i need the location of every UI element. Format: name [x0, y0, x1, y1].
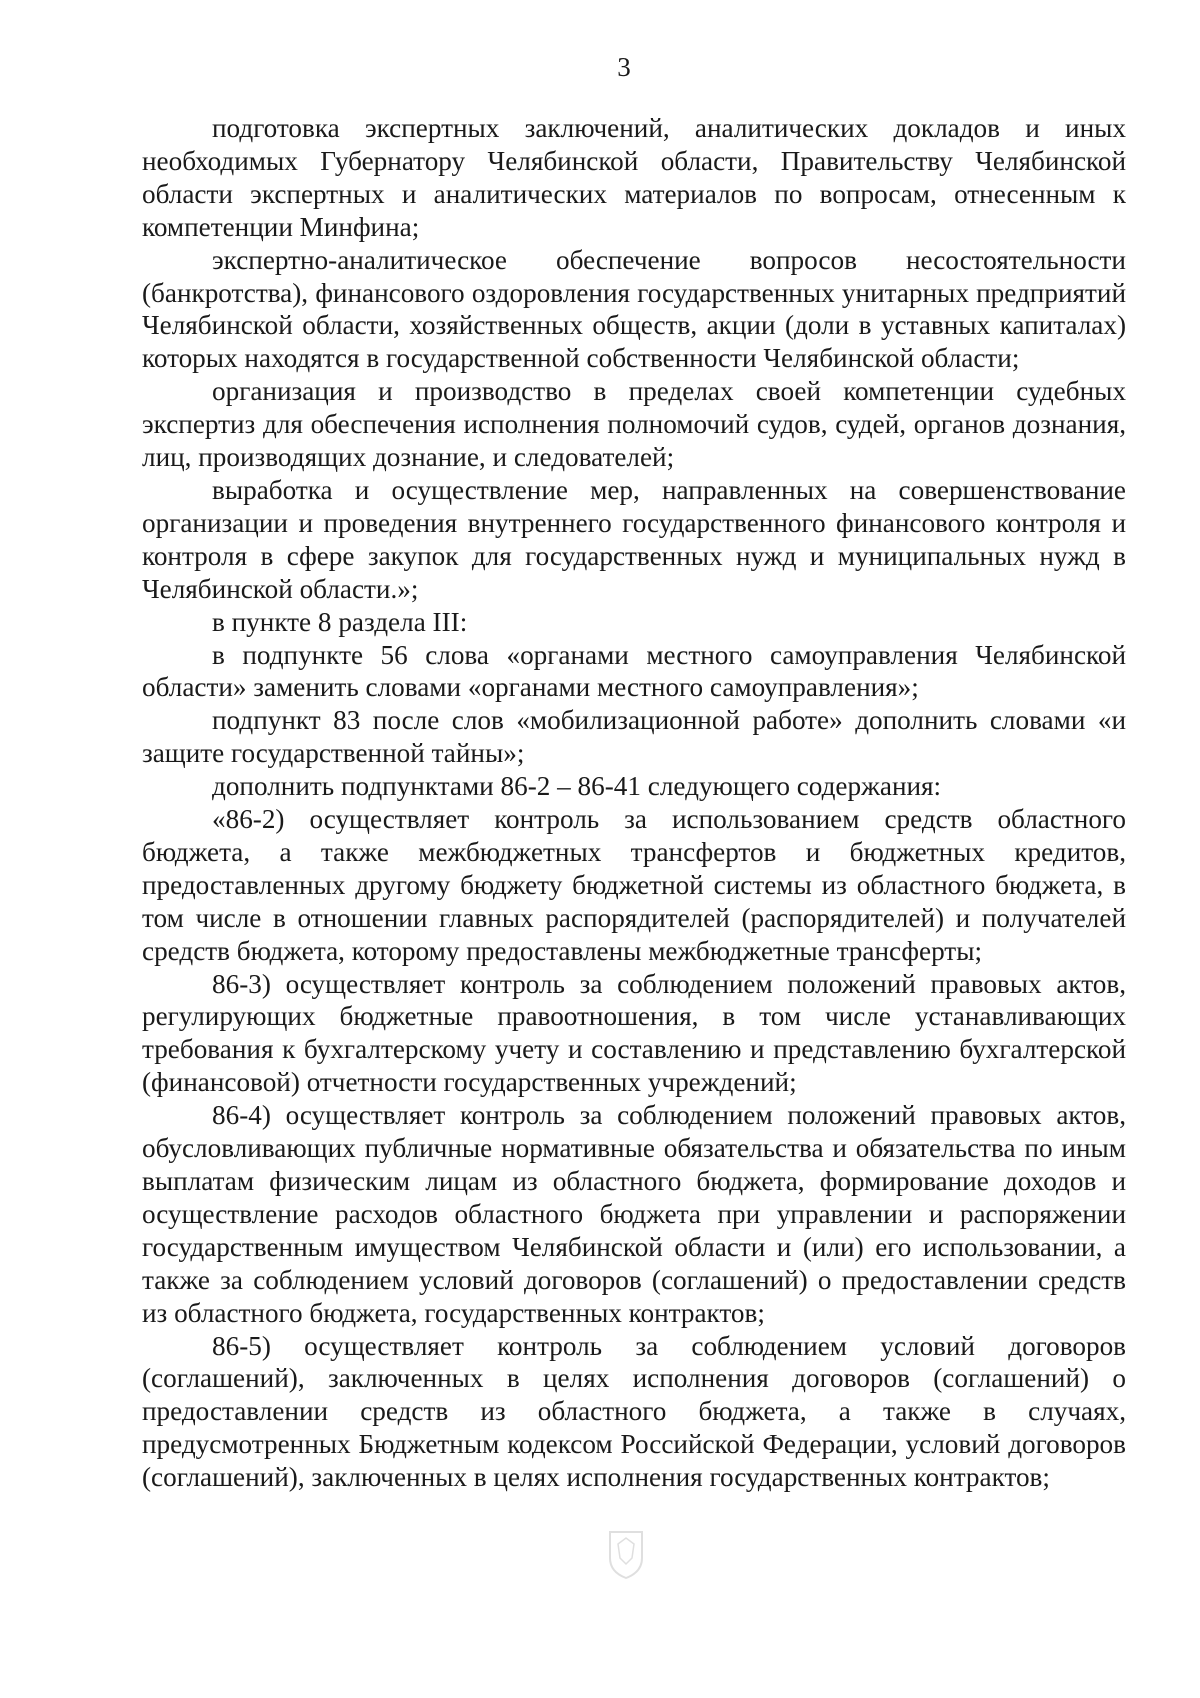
- paragraph-bankruptcy-support: экспертно-аналитическое обеспечение вопросов несостоятельности (банкротства), финансового оздоровления государственных унитарных предприятий Челябинской области, хозяйственных обществ, акции (доли в уставных капиталах) которых находятся в государственной собственности Челябинской области;: [142, 244, 1126, 374]
- page-number: 3: [617, 52, 631, 82]
- coat-of-arms-watermark-icon: [606, 1528, 646, 1580]
- document-body: [142, 112, 1126, 1494]
- paragraph-86-3: 86-3) осуществляет контроль за соблюдением положений правовых актов, регулирующих бюджетные правоотношения, в том числе устанавливающих требования к бухгалтерскому учету и составлению и представлению бухгалтерской (финансовой) отчетности государственных учреждений;: [142, 968, 1126, 1098]
- paragraph-point-8-section-3: в пункте 8 раздела III:: [212, 606, 468, 637]
- paragraph-86-4: 86-4) осуществляет контроль за соблюдением положений правовых актов, обусловливающих публичные нормативные обязательства и обязательства по иным выплатам физическим лицам из областного бюджета, формирование доходов и осуществление расходов областного бюджета при управлении и распоряжении государственным имуществом Челябинской области и (или) его использовании, а также за соблюдением условий договоров (соглашений) о предоставлении средств из областного бюджета, государственных контрактов;: [142, 1100, 1126, 1328]
- paragraph-86-2: «86-2) осуществляет контроль за использованием средств областного бюджета, а также межбюджетных трансфертов и бюджетных кредитов, предоставленных другому бюджету бюджетной системы из областного бюджета, в том числе в отношении главных распорядителей (распорядителей) и получателей средств бюджета, которому предоставлены межбюджетные трансферты;: [142, 804, 1126, 966]
- paragraph-add-subpoints: дополнить подпунктами 86-2 – 86-41 следующего содержания:: [212, 771, 942, 802]
- paragraph-financial-control-measures: выработка и осуществление мер, направленных на совершенствование организации и проведения внутреннего государственного финансового контроля и контроля в сфере закупок для государственных нужд и муниципальных нужд в Челябинской области.»;: [142, 474, 1126, 604]
- paragraph-subpoint-56: в подпункте 56 слова «органами местного самоуправления Челябинской области» заменить словами «органами местного самоуправления»;: [142, 639, 1126, 703]
- paragraph-subpoint-83: подпункт 83 после слов «мобилизационной работе» дополнить словами «и защите государственной тайны»;: [142, 705, 1126, 769]
- paragraph-expert-conclusions: подготовка экспертных заключений, аналитических докладов и иных необходимых Губернатору Челябинской области, Правительству Челябинской области экспертных и аналитических материалов по вопросам, отнесенным к компетенции Минфина;: [142, 113, 1126, 242]
- paragraph-86-5: 86-5) осуществляет контроль за соблюдением условий договоров (соглашений), заключенных в целях исполнения договоров (соглашений) о предоставлении средств из областного бюджета, а также в случаях, предусмотренных Бюджетным кодексом Российской Федерации, условий договоров (соглашений), заключенных в целях исполнения государственных контрактов;: [142, 1330, 1126, 1493]
- paragraph-forensic-expertise: организация и производство в пределах своей компетенции судебных экспертиз для обеспечения исполнения полномочий судов, судей, органов дознания, лиц, производящих дознание, и следователей;: [142, 376, 1126, 473]
